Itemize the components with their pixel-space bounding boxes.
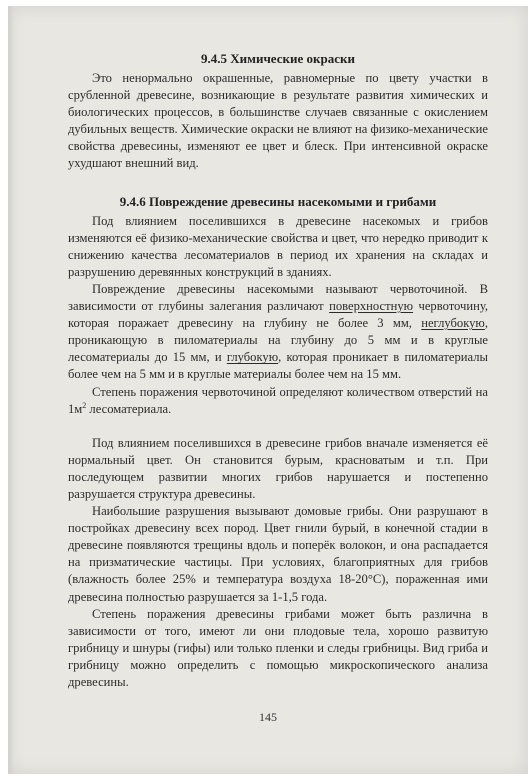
wormholes-text-c: , проникающую в пиломатериалы на глубину до 5 мм и в круглые лесоматериалы до 15 мм, и [68, 316, 488, 365]
paragraph-fungi-degree: Степень поражения древесины грибами может быть различна в зависимости от того, имеют ли они плодовые тела, хорошо развитую грибницу и шнуры (гифы) или только пленки и следы грибницы. Вид гриба и грибницу можно определить с помощью микроскопического анализа древесины. [68, 606, 488, 689]
wormholes-text-b: червоточину, которая поражает древесину на глубину не более 3 мм, [68, 299, 489, 331]
paragraph-house-fungi: Наибольшие разрушения вызывают домовые грибы. Они разрушают в постройках древесину всех пород. Цвет гнили бурый, в конечной стадии в древесине появляются трещины вдоль и поперёк волокон, и она распадается на призматические частицы. При условиях, благоприятных для грибов (влажность более 25% и температура воздуха 18-20°С), пораженная ими древесина полностью разрушается за 1-1,5 года. [68, 504, 488, 604]
paragraph-wormholes [68, 281, 488, 384]
paragraph-wormhole-degree [68, 384, 488, 418]
scanned-page [8, 6, 528, 774]
paragraph-fungi-color: Под влиянием поселившихся в древесине грибов вначале изменяется её нормальный цвет. Он становится бурым, красноватым и т.п. При последующем развитии многих грибов нарушается и постепенно разрушается структура древесины. [68, 435, 488, 501]
term-surface-wormhole: поверхностную [329, 299, 414, 314]
paragraph-intro-damage: Под влиянием поселившихся в древесине насекомых и грибов изменяются её физико-механические свойства и цвет, что нередко приводит к снижению качества лесоматериалов в период их хранения на складах и разрушению деревянных конструкций в зданиях. [68, 213, 488, 279]
section-heading-chemical-stains: 9.4.5 Химические окраски [201, 51, 355, 66]
wormholes-text-d: , которая проникает в пиломатериалы более чем на 5 мм и в круглые материалы более чем на 15 мм. [68, 350, 488, 382]
section-heading-insect-fungi-damage: 9.4.6 Повреждение древесины насекомыми и грибами [119, 193, 437, 209]
wormholes-text-a: Повреждение древесины насекомыми называют червоточиной. В зависимости от глубины залегания различают [68, 281, 488, 314]
paragraph-chemical-stains: Это ненормально окрашенные, равномерные по цвету участки в срубленной древесине, возникающие в результате развития химических и биологических процессов, в большинстве случаев связанные с окислением дубильных веществ. Химические окраски не влияют на физико-механические свойства древесины, изменяют ее цвет и блеск. При интенсивной окраске ухудшают внешний вид. [68, 71, 488, 171]
section-insect-fungi-damage [68, 193, 488, 692]
superscript-two: 2 [82, 400, 87, 410]
scan-edge-shadow [8, 6, 14, 774]
degree-text-b: лесоматериала. [86, 401, 172, 416]
page-content [68, 50, 488, 691]
term-deep-wormhole: глубокую [226, 350, 279, 365]
degree-text-a: Степень поражения червоточиной определяют количеством отверстий на 1м [68, 384, 488, 416]
section-chemical-stains [68, 50, 488, 173]
page-number: 145 [259, 710, 277, 724]
term-shallow-wormhole: неглубокую [421, 316, 485, 331]
